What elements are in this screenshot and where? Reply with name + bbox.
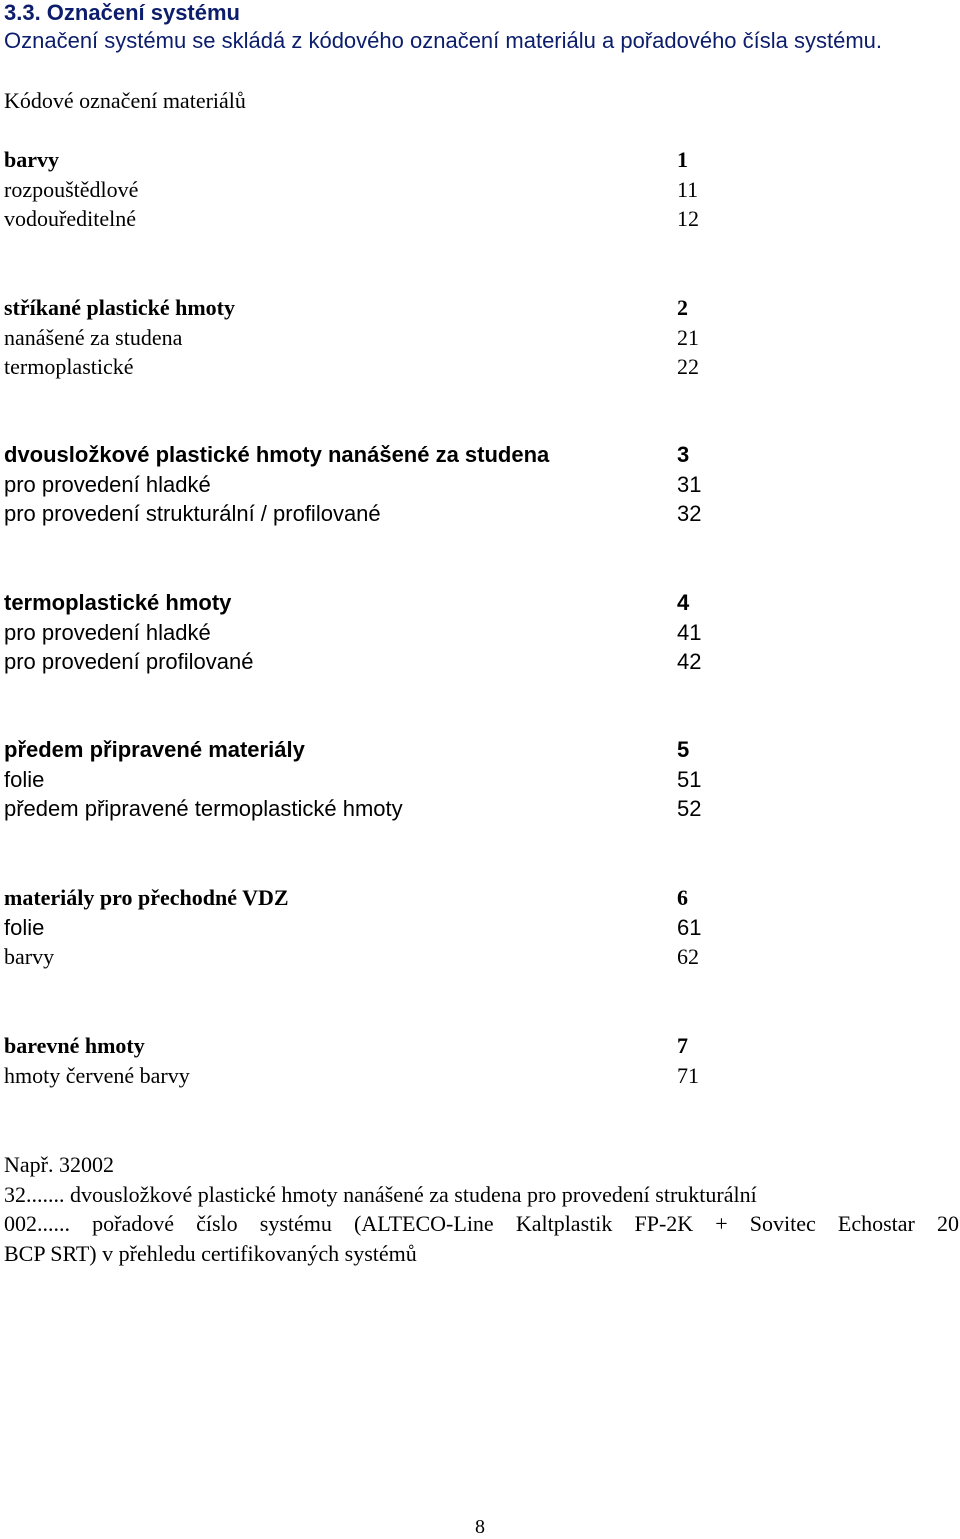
group-heading-row [4, 883, 724, 913]
group-item-row [4, 499, 724, 529]
item-label: předem připravené termoplastické hmoty [4, 796, 403, 821]
example-line: 002...... pořadové číslo systému (ALTECO-Line Kaltplastik FP-2K + Sovitec Echostar 20 [4, 1211, 959, 1236]
group-item-row [4, 913, 724, 943]
material-group-1 [4, 145, 724, 234]
item-label: termoplastické [4, 354, 134, 379]
material-group-6 [4, 883, 724, 972]
item-code: 71 [677, 1062, 699, 1088]
item-label: hmoty červené barvy [4, 1062, 190, 1088]
item-label: pro provedení strukturální / profilované [4, 501, 381, 526]
material-group-3 [4, 440, 724, 529]
example-line: 32....... dvousložkové plastické hmoty nanášené za studena pro provedení strukturální [4, 1181, 757, 1207]
item-code: 32 [677, 501, 702, 526]
group-item-row [4, 765, 724, 795]
item-label: nanášené za studena [4, 324, 183, 350]
group-code: 5 [677, 737, 690, 762]
page-number: 8 [475, 1516, 485, 1538]
material-group-5 [4, 735, 724, 824]
section-intro: Označení systému se skládá z kódového označení materiálu a pořadového čísla systému. [4, 28, 883, 53]
item-code: 51 [677, 766, 702, 792]
group-code: 1 [677, 147, 688, 172]
group-item-row [4, 323, 724, 353]
group-item-row [4, 647, 724, 677]
group-title: termoplastické hmoty [4, 590, 232, 615]
group-item-row [4, 942, 724, 972]
section-heading: 3.3. Označení systému [4, 0, 240, 25]
group-title: materiály pro přechodné VDZ [4, 885, 289, 910]
item-label: folie [4, 914, 45, 940]
group-item-row [4, 794, 724, 824]
material-group-4 [4, 588, 724, 677]
group-item-row [4, 175, 724, 205]
group-title: předem připravené materiály [4, 737, 305, 762]
item-code: 42 [677, 649, 702, 674]
item-label: pro provedení profilované [4, 649, 254, 674]
group-item-row [4, 618, 724, 648]
group-heading-row [4, 588, 724, 618]
group-code: 6 [677, 885, 688, 910]
group-title: dvousložkové plastické hmoty nanášené za studena [4, 442, 550, 467]
item-code: 11 [677, 176, 699, 202]
item-label: folie [4, 766, 45, 792]
group-title: stříkané plastické hmoty [4, 295, 235, 320]
item-code: 62 [677, 944, 699, 969]
example-line: BCP SRT) v přehledu certifikovaných systémů [4, 1240, 417, 1266]
item-code: 22 [677, 354, 699, 379]
material-group-2 [4, 293, 724, 382]
item-code: 52 [677, 796, 702, 821]
item-label: vodouředitelné [4, 206, 136, 231]
item-code: 21 [677, 324, 699, 350]
group-item-row [4, 1061, 724, 1091]
item-label: pro provedení hladké [4, 471, 211, 497]
subtitle: Kódové označení materiálů [4, 88, 246, 113]
group-heading-row [4, 145, 724, 175]
group-heading-row [4, 293, 724, 323]
item-label: rozpouštědlové [4, 176, 139, 202]
example-line: Např. 32002 [4, 1152, 114, 1177]
item-label: pro provedení hladké [4, 619, 211, 645]
group-title: barvy [4, 147, 59, 172]
group-heading-row [4, 1031, 724, 1061]
group-heading-row [4, 440, 724, 470]
group-title: barevné hmoty [4, 1033, 145, 1058]
group-code: 3 [677, 442, 690, 467]
item-label: barvy [4, 944, 55, 969]
item-code: 31 [677, 471, 702, 497]
group-code: 2 [677, 295, 688, 320]
group-heading-row [4, 735, 724, 765]
group-code: 4 [677, 590, 690, 615]
group-code: 7 [677, 1033, 688, 1058]
group-item-row [4, 352, 724, 382]
item-code: 41 [677, 619, 702, 645]
group-item-row [4, 470, 724, 500]
group-item-row [4, 204, 724, 234]
item-code: 61 [677, 914, 702, 940]
material-group-7 [4, 1031, 724, 1090]
item-code: 12 [677, 206, 699, 231]
example-block [4, 1150, 959, 1268]
